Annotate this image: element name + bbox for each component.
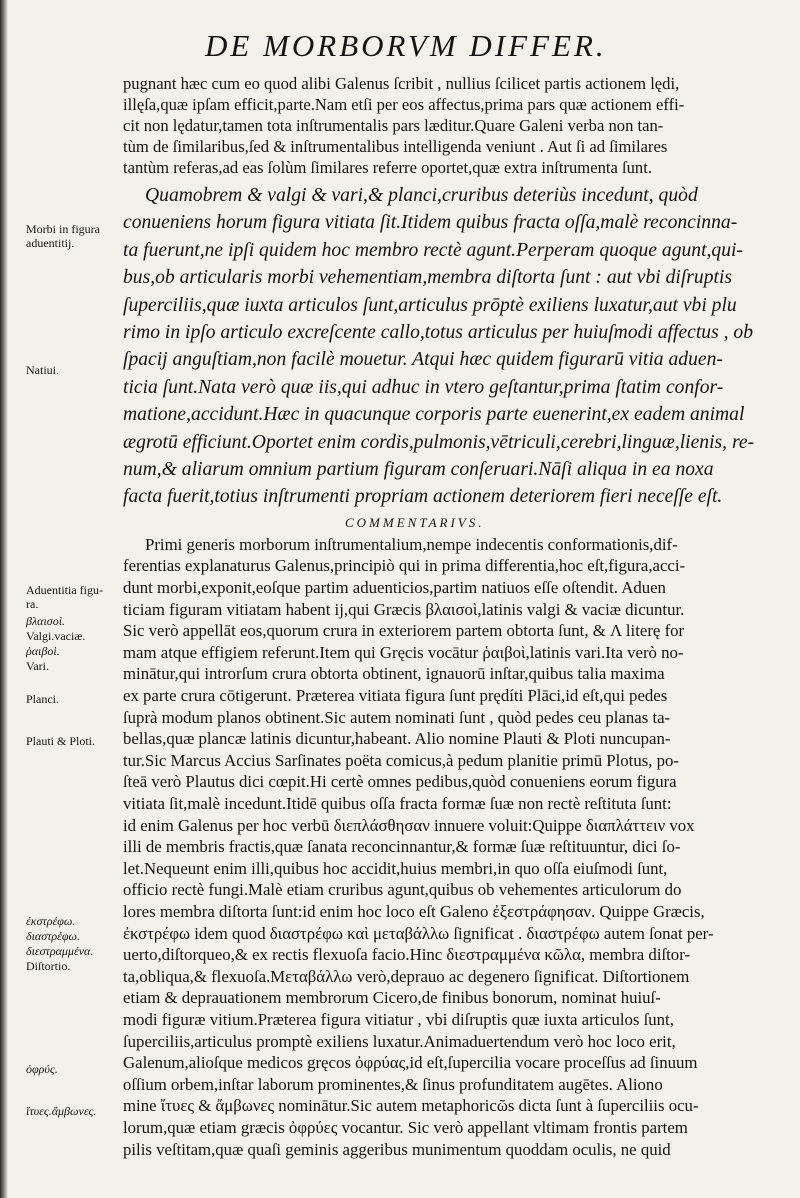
text-line: minātur,qui introrſum crura obtorta obtinent, ignauorū inſtar,quibus talia maxima bbox=[123, 664, 665, 684]
text-line: Primi generis morborum inſtrumentalium,nempe indecentis conformationis,dif- bbox=[145, 534, 678, 554]
text-line: matione,accidunt.Hæc in quacunque corporis parte euenerint,ex eadem animal bbox=[123, 404, 745, 426]
text-line: ticia ſunt.Nata verò quæ iis,qui adhuc in vtero geſtantur,prima ſtatim confor- bbox=[123, 376, 724, 398]
text-line: facta fuerit,totius inſtrumenti propriam actionem deteriorem fieri neceſſe eſt. bbox=[123, 486, 723, 508]
margin-note-line: ra. bbox=[26, 597, 39, 611]
margin-note-line: Natiui. bbox=[26, 363, 59, 377]
text-line: rimo in ipſo articulo excreſcente callo,totus articulus per huiuſmodi affectus , ob bbox=[123, 322, 753, 344]
text-line: mine ἴτυες & ἄμβωνες nominātur.Sic autem metaphoricῶs dicta ſunt à ſuperciliis ocu- bbox=[123, 1096, 699, 1116]
text-line: let.Nequeunt enim illi,quibus hoc accidit,huius membri,in quo oſſa eiuſmodi ſunt, bbox=[123, 858, 668, 878]
running-head: DE MORBORVM DIFFER. bbox=[205, 28, 607, 63]
margin-note-morbi-aduentitii bbox=[26, 222, 120, 250]
margin-note-line: aduentitij. bbox=[26, 236, 75, 250]
margin-note-blaisoi bbox=[26, 614, 120, 628]
text-line: etiam & deprauationem membrorum Cicero,de finibus bonorum, nominat huiuſ- bbox=[123, 988, 661, 1008]
text-line: ferentias explanaturus Galenus,principiò qui in prima differentia,hoc eſt,figura,acci- bbox=[123, 556, 686, 576]
text-line: tur.Sic Marcus Accius Sarſinates poëta comicus,à pedum planitie primū Plotus, po- bbox=[123, 750, 680, 770]
margin-note-line: ῥαιβοὶ. bbox=[26, 644, 60, 658]
text-line: Quamobrem & valgi & vari,& planci,cruribus deteriùs incedunt, quòd bbox=[145, 185, 698, 206]
book-gutter-shadow bbox=[0, 0, 8, 1198]
margin-note-line: Vari. bbox=[26, 659, 49, 673]
margin-note-line: Diſtortio. bbox=[26, 959, 71, 973]
text-line: num,& aliarum omnium partium figuram conſeruari.Nāſi aliqua in ea noxa bbox=[123, 459, 714, 481]
text-line: lores membra diſtorta ſunt:id enim hoc loco eſt Galeno ἐξεστράφησαν. Quippe Græcis, bbox=[123, 901, 705, 921]
page-body bbox=[123, 73, 775, 1160]
text-line: uerto,diſtorqueo,& ex rectis flexuoſa facio.Hinc διεστραμμένα κῶλα, membra diſtor- bbox=[123, 945, 691, 965]
text-line: cit non lędatur,tamen tota inſtrumentalis pars læditur.Quare Galeni verba non tan- bbox=[123, 116, 664, 135]
margin-note-ekstrepho bbox=[26, 914, 120, 928]
text-line: bellas,quæ plancæ latinis dicuntur,habeant. Alio nomine Plauti & Ploti nuncupan- bbox=[123, 729, 671, 749]
margin-note-diestrammena bbox=[26, 944, 120, 958]
margin-note-plauti-ploti bbox=[26, 734, 120, 748]
margin-note-line: διεστραμμένα. bbox=[26, 944, 94, 958]
galen-text bbox=[123, 182, 775, 511]
margin-note-line: Plauti & Ploti. bbox=[26, 734, 96, 748]
margin-note-ityes-ambones bbox=[26, 1104, 120, 1118]
text-line: mam atque effigiem referunt.Item qui Gręcis vocātur ῥαιβοὶ,latinis vari.Ita verò no- bbox=[123, 642, 684, 662]
text-line: pugnant hæc cum eo quod alibi Galenus ſcribit , nullius ſcilicet partis actionem lędi, bbox=[123, 74, 680, 93]
commentary bbox=[123, 534, 775, 1160]
text-line: ſteā verò Plautus dici cœpit.Hi certè omnes pedibus,quòd conueniens eorum figura bbox=[123, 772, 677, 792]
text-line: dunt morbi,exponit,eoſque partim aduenticios,partim natiuos eſſe oſtendit. Aduen bbox=[123, 578, 666, 598]
margin-note-aduentitia-figura bbox=[26, 583, 120, 611]
margin-note-line: ἐκστρέφω. bbox=[26, 914, 76, 928]
paragraph-top bbox=[123, 73, 775, 178]
text-line: id enim Galenus per hoc verbū διεπλάσθησαν innuere voluit:Quippe διαπλάττειν vox bbox=[123, 815, 695, 835]
text-line: conueniens horum figura vitiata ſit.Itidem quibus fracta oſſa,malè reconcinna- bbox=[123, 212, 738, 234]
margin-note-line: Valgi.vaciæ. bbox=[26, 629, 86, 643]
text-line: tùm de ſimilaribus,ſed & inſtrumentalibus intelligenda veniunt . Aut ſi ad ſimilares bbox=[123, 137, 668, 156]
margin-note-line: ἴτυες.ἄμβωνες. bbox=[26, 1104, 97, 1118]
margin-note-diastrepho bbox=[26, 929, 120, 943]
margin-note-line: Planci. bbox=[26, 692, 59, 706]
margin-note-line: Morbi in figura bbox=[26, 222, 100, 236]
commentary-heading: COMMENTARIVS. bbox=[345, 514, 485, 530]
text-line: lorum,quæ etiam græcis ὀφρύες vocantur. Sic verò appellant vltimam frontis partem bbox=[123, 1117, 688, 1137]
margin-note-line: ὀφρύς. bbox=[26, 1062, 58, 1076]
text-line: Sic verò appellāt eos,quorum crura in exteriorem partem obtorta ſunt, & Λ literę for bbox=[123, 621, 685, 641]
text-line: tantùm referas,ad eas ſolùm ſimilares referre oportet,quæ extra inſtrumenta ſunt. bbox=[123, 158, 652, 177]
margin-note-valgi bbox=[26, 629, 120, 643]
text-line: modi figuræ vitium.Præterea figura vitiatur , vbi diſruptis quæ iuxta articulos ſunt, bbox=[123, 1009, 674, 1029]
margin-note-vari bbox=[26, 659, 120, 673]
text-line: ta,obliqua,& flexuoſa.Μεταβάλλω verò,deprauo ac degenero ſignificat. Diſtortionem bbox=[123, 966, 690, 986]
text-line: ticiam figuram vitiatam habent ij,qui Græcis βλαισοὶ,latinis valgi & vaciæ dicuntur. bbox=[123, 599, 685, 619]
margin-note-line: βλαισοὶ. bbox=[26, 614, 66, 628]
text-line: ægrotū efficiunt.Oportet enim cordis,pulmonis,vētriculi,cerebri,linguæ,lienis, re- bbox=[123, 431, 755, 453]
text-line: ſuperciliis,articulus promptè exiliens luxatur.Animaduertendum verò hoc loco erit, bbox=[123, 1031, 676, 1051]
margin-note-rhaiboi bbox=[26, 644, 120, 658]
text-line: ſuperciliis,quæ iuxta articulos ſunt,articulus prōptè exiliens luxatur,aut vbi plu bbox=[123, 294, 737, 316]
text-line: ſpacij anguſtiam,non facilè mouetur. Atqui hæc quidem figurarū vitia aduen- bbox=[123, 349, 723, 371]
margin-note-natiui bbox=[26, 363, 120, 377]
text-line: officio rectè fungi.Malè etiam cruribus agunt,quibus ob vehementes articulorum do bbox=[123, 880, 682, 900]
text-line: ex parte crura cōtigerunt. Præterea vitiata figura ſunt prędíti Plāci,id eſt,qui pedes bbox=[123, 686, 668, 706]
text-line: ta fuerunt,ne ipſi quidem hoc membro rectè agunt.Perperam quoque agunt,qui- bbox=[123, 239, 743, 261]
margin-note-line: διαστρέφω. bbox=[26, 929, 81, 943]
text-line: Galenum,alioſque medicos gręcos ὀφρύας,id eſt,ſupercilia vocare proceſſus ad ſinuum bbox=[123, 1053, 698, 1073]
margin-note-ophrys bbox=[26, 1062, 120, 1076]
margin-note-line: Aduentitia figu- bbox=[26, 583, 103, 597]
text-line: bus,ob articularis morbi vehementiam,membra diſtorta ſunt : aut vbi diſruptis bbox=[123, 267, 733, 289]
text-line: pilis veſtitam,quæ quaſi geminis aggeribus munimentum quoddam oculis, ne quid bbox=[123, 1139, 671, 1159]
margin-note-distortio bbox=[26, 959, 120, 973]
text-line: oſſium orbem,inſtar laborum prominentes,& ſinus profunditatem augētes. Aliono bbox=[123, 1074, 663, 1094]
text-line: vitiata ſit,malè incedunt.Itidē quibus oſſa fracta formæ ſuæ non rectè reſtituta ſunt: bbox=[123, 794, 672, 813]
margin-note-planci bbox=[26, 692, 120, 706]
text-line: illęſa,quæ ipſam efficit,parte.Nam etſi per eos affectus,prima pars quæ actionem effi- bbox=[123, 95, 685, 114]
text-line: illi de membris fractis,quæ ſanata reconcinnantur,& formæ ſuæ reſtituuntur, dici ſo- bbox=[123, 837, 681, 857]
text-line: ſuprà modum planos obtinent.Sic autem nominati ſunt , quòd pedes ceu planas ta- bbox=[123, 707, 671, 727]
text-line: ἐκστρέφω idem quod διαστρέφω καὶ μεταβάλλω ſignificat . διαστρέφω autem ſonat per- bbox=[123, 923, 714, 943]
